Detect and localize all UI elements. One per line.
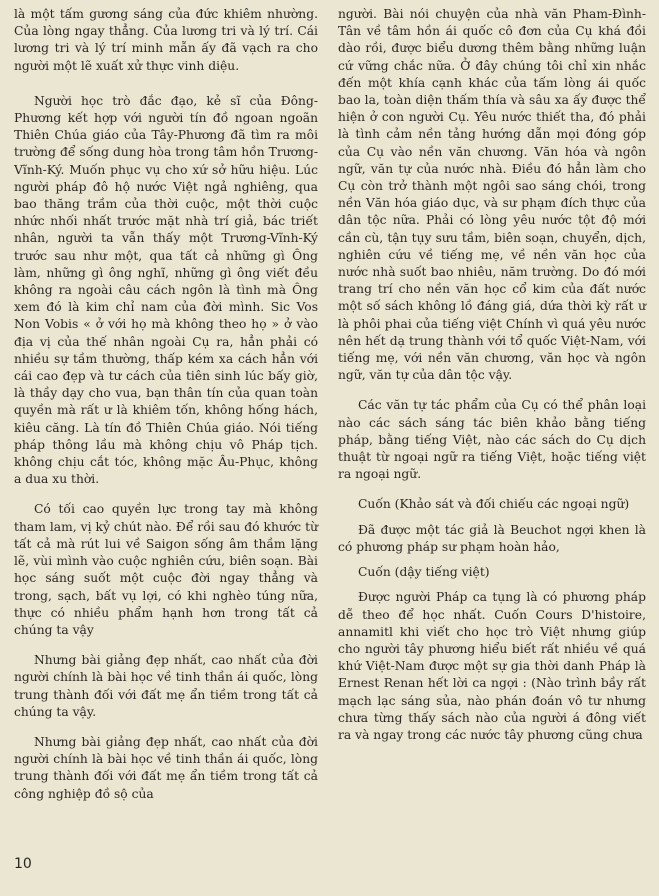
right-column bbox=[338, 6, 646, 757]
paragraph: Người học trò đắc đạo, kẻ sĩ của Đông-Phương kết hợp với người tín đồ ngoan ngoãn Thiên Chúa giáo của Tây-Phương đã tìm ra môi trường để sống dung hòa trong tâm hồn Trương-Vĩnh-Ký. Muốn phục vụ cho xứ sở hữu hiệu. Lúc người pháp đô hộ nước Việt ngả nghiêng, qua bao thăng trầm của thời cuộc, một thời cuộc nhức nhối nhất trước mặt nhà trí giả, bác triết nhân, người ta vẫn thấy một Trương-Vĩnh-Ký trước sau như một, qua tất cả những gì Ông làm, những gì ông nghĩ, những gì ông viết đều không ra ngoài câu cách ngôn là tình mà Ông xem đó là kim chỉ nam của đời mình. Sic Vos Non Vobis « ở với họ mà không theo họ » ở vào địa vị của thế nhân ngoài Cụ ra, hẳn phải có nhiều sự tầm thường, thấp kém xa cách hẳn với cái cao đẹp và tư cách của tiên sinh lúc bấy giờ, là thầy dạy cho vua, bạn thân tín của quan toàn quyền mà rất ư là khiêm tốn, không hống hách, kiêu căng. Là tín đồ Thiên Chúa giáo. Nói tiếng pháp thông lầu mà không chịu vô Pháp tịch. không chịu cắt tóc, không mặc Âu-Phục, không a dua xu thời. bbox=[14, 93, 318, 487]
paragraph: Có tối cao quyền lực trong tay mà không tham lam, vị kỷ chút nào. Để rồi sau đó khước từ tất cả mà rút lui về Saigon sống âm thầm lặng lẽ, vùi mình vào cuộc nghiên cứu, biên soạn. Bài học sáng suốt một cuộc đời ngay thẳng và trong, sạch, bất vụ lợi, có khi nghèo túng nữa, thực có nhiều phẩm hạnh hơn trong tất cả chúng ta vậy bbox=[14, 502, 318, 637]
paragraph: người. Bài nói chuyện của nhà văn Pham-Đình-Tân về tâm hồn ái quốc cô đơn của Cụ khá đồi dào rồi, được biểu dương thêm bằng những luận cứ vững chắc nữa. Ở đây chúng tôi chỉ xin nhắc đến một khía cạnh khác của tấm lòng ái quốc bao la, toàn diện thấm thía và sâu xa ấy được thể hiện ở con người Cụ. Yêu nước thiết tha, đó phải là tình cảm nền tảng hướng dẫn mọi đóng góp của Cụ vào nền văn chương. Văn hóa và ngôn ngữ, văn tự của nước nhà. Điều đó hẳn làm cho Cụ còn trở thành một ngôi sao sáng chói, trong nền Văn hóa giáo dục, và sư phạm đích thực của dân tộc nữa. Phải có lòng yêu nước tột độ mới cần cù, tận tụy sưu tầm, biên soạn, chuyển, dịch, nghiên cứu về tiếng mẹ, về nền văn học của nước nhà suốt bao nhiêu, năm trường. Do đó mới trang trí cho nền văn học cổ kim của đất nước một số sách không lồ đáng giá, dứa thời kỳ rất ư là phôi phai của tiếng việt Chính vì quá yêu nước nên hết dạ trung thành với tổ quốc Việt-Nam, với tiếng mẹ, với nền văn chương, văn học và ngôn ngữ, văn tự của dân tộc vậy. bbox=[338, 7, 646, 383]
book-title-heading: Cuốn (Khảo sát và đối chiếu các ngoại ngữ) bbox=[358, 497, 630, 512]
paragraph: Đã được một tác giả là Beuchot ngợi khen là có phương pháp sư phạm hoàn hảo, bbox=[338, 522, 646, 554]
book-title-heading: Cuốn (dậy tiếng việt) bbox=[358, 565, 490, 580]
paragraph: Nhưng bài giảng đẹp nhất, cao nhất của đời người chính là bài học về tinh thần ái quốc, lòng trung thành đối với đất mẹ ẩn tiềm trong tất cả chúng ta vậy. bbox=[14, 653, 318, 719]
paragraph: là một tấm gương sáng của đức khiêm nhường. Của lòng ngay thẳng. Của lương tri và lý trí. Cái lương tri và lý trí minh mẫn ấy đã vạch ra cho người một lẽ xuất xử thực vinh diệu. bbox=[14, 7, 318, 73]
paragraph: Được người Pháp ca tụng là có phương pháp dễ theo để học nhất. Cuốn Cours D'histoire, annamitl khi viết cho học trò Việt nhưng giúp cho người tây phương hiểu biết rất nhiều về quá khứ Việt-Nam được một sự gia thời danh Pháp là Ernest Renan hết lời ca ngợi : (Nào trình bầy rất mạch lạc sáng sủa, nào phán đoán vô tư nhưng chưa từng thấy sách nào của người á đông viết ra và ngay trong các nước tây phương cũng chưa bbox=[338, 590, 646, 742]
left-column bbox=[14, 6, 318, 816]
paragraph: Các văn tự tác phẩm của Cụ có thể phân loại nào các sách sáng tác biên khảo bằng tiếng pháp, bằng tiếng Việt, nào các sách do Cụ dịch thuật từ ngoại ngữ ra tiếng Việt, hoặc tiếng việt ra ngoại ngữ. bbox=[338, 398, 646, 482]
paragraph: Nhưng bài giảng đẹp nhất, cao nhất của đời người chính là bài học về tinh thần ái quốc, lòng trung thành đối với đất mẹ ẩn tiềm trong tất cả công nghiệp đồ sộ của bbox=[14, 734, 318, 801]
page-number: 10 bbox=[14, 856, 32, 872]
